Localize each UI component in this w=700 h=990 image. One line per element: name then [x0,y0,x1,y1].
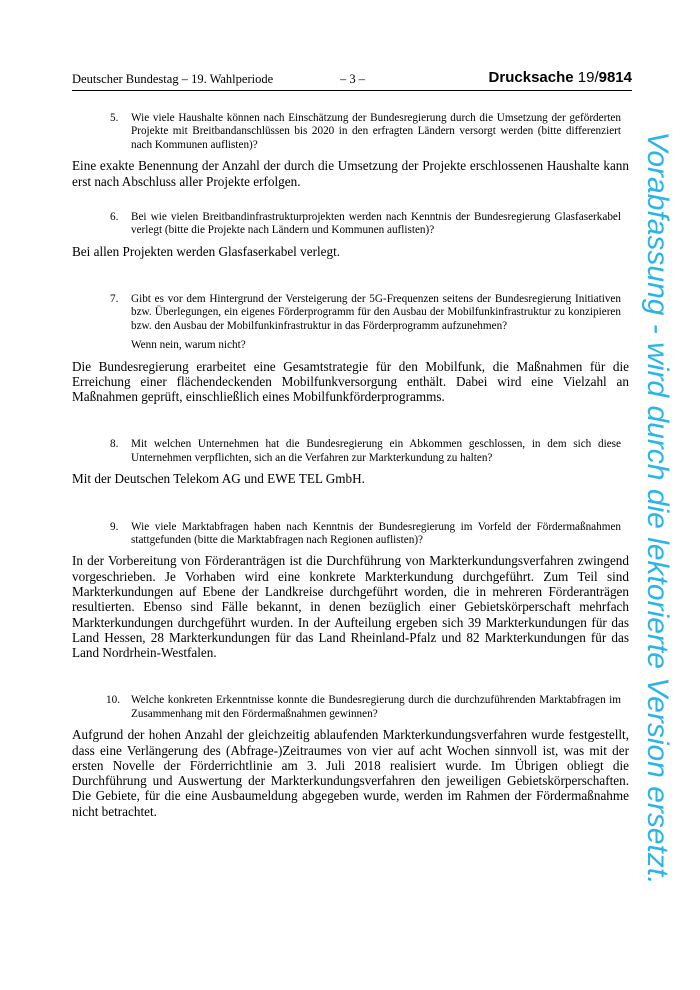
answer-8: Mit der Deutschen Telekom AG und EWE TEL GmbH. [72,471,365,487]
question-9 [72,521,629,548]
question-number: 6. [110,210,119,223]
question-number: 8. [110,438,119,451]
question-number: 9. [110,520,119,533]
page-number: – 3 – [340,72,365,86]
question-followup: Wenn nein, warum nicht? [131,339,246,352]
question-10 [72,694,629,721]
answer-5: Eine exakte Benennung der Anzahl der durch die Umsetzung der Projekte erschlossenen Haushalte kann erst nach Abschluss aller Projekte erfolgen. [72,158,629,189]
answer-9: In der Vorbereitung von Förderanträgen ist die Durchführung von Markterkundungsverfahren zwingend vorgeschrieben. Je Vorhaben wird eine konkrete Markterkundung durchgeführt. Zum Teil sind Markterkundungen auf Ebene der Landkreise durchgeführt worden, die in mehreren Förderanträgen resultierten. Ebenso sind Fälle bekannt, in denen bezüglich einer Gebietskörperschaft mehrfach Markterkundungen durchgeführt wurden. In der Aufteilung ergeben sich 39 Markterkundungen für das Land Hessen, 28 Markterkundungen für das Land Rheinland-Pfalz und 82 Markterkundungen für das Land Nordrhein-Westfalen. [72,553,629,661]
question-text: Welche konkreten Erkenntnisse konnte die Bundesregierung durch die durchzuführenden Marktabfragen im Zusammenhang mit den Fördermaßnahmen gewinnen? [131,694,621,720]
question-text: Wie viele Marktabfragen haben nach Kenntnis der Bundesregierung im Vorfeld der Fördermaßnahmen stattgefunden (bitte die Marktabfragen nach Regionen auflisten)? [131,520,621,546]
question-text: Gibt es vor dem Hintergrund der Versteigerung der 5G-Frequenzen seitens der Bundesregierung Initiativen bzw. Überlegungen, ein eigenes Förderprogramm für den Ausbau der Mobilfunkinfrastruktur zu konzipieren bzw. den Ausbau der Mobilfunkinfrastruktur in das Förderprogramm aufzunehmen? [131,292,621,332]
question-text: Bei wie vielen Breitbandinfrastrukturprojekten werden nach Kenntnis der Bundesregierung Glasfaserkabel verlegt (bitte die Projekte nach Ländern und Kommunen auflisten)? [131,210,621,237]
question-6 [72,211,629,238]
answer-6: Bei allen Projekten werden Glasfaserkabel verlegt. [72,243,341,259]
answer-10: Aufgrund der hohen Anzahl der gleichzeitig ablaufenden Markterkundungsverfahren wurde festgestellt, dass eine Verlängerung des (Abfrage-)Zeitraumes von vier auf acht Wochen sinnvoll ist, was mit der ersten Novelle der Förderrichtlinie am 3. Juli 2018 realisiert wurde. Im Übrigen obliegt die Durchführung und Auswertung der Markterkundungsverfahren den jeweiligen Gebietskörperschaften. Die Gebiete, für die eine Ausbaumeldung abgegeben wurde, werden im Rahmen der Fördermaßnahme nicht betrachtet. [72,727,629,819]
question-5 [72,112,629,152]
question-8 [72,438,629,465]
document-number: Drucksache 19/9814 [488,69,632,86]
draft-watermark [612,110,700,905]
question-number: 7. [110,292,119,305]
answer-7: Die Bundesregierung erarbeitet eine Gesamtstrategie für den Mobilfunk, die Maßnahmen für die Erreichung einer flächendeckenden Mobilfunkversorgung enthält. Dabei wird eine Vielzahl an Maßnahmen geprüft, einschließlich eines Mobilfunkförderprogramms. [72,358,629,405]
document-body [72,112,629,819]
page-header [72,70,632,91]
question-number: 5. [110,112,119,124]
question-text: Wie viele Haushalte können nach Einschätzung der Bundesregierung durch die Umsetzung der geförderten Projekte mit Breitbandanschlüssen bis 2020 in den erfragten Ländern versorgt werden (bitte differenziert nach Kommunen auflisten)? [131,112,621,151]
header-parliament: Deutscher Bundestag – 19. Wahlperiode [72,72,274,86]
question-7 [72,293,629,353]
question-text: Mit welchen Unternehmen hat die Bundesregierung ein Abkommen geschlossen, in dem sich diese Unternehmen verpflichten, sich an die Verfahren zur Markterkundung zu halten? [131,438,621,464]
question-number: 10. [106,694,120,707]
watermark-text: Vorabfassung - wird durch die lektorierte Version ersetzt. [641,130,674,885]
